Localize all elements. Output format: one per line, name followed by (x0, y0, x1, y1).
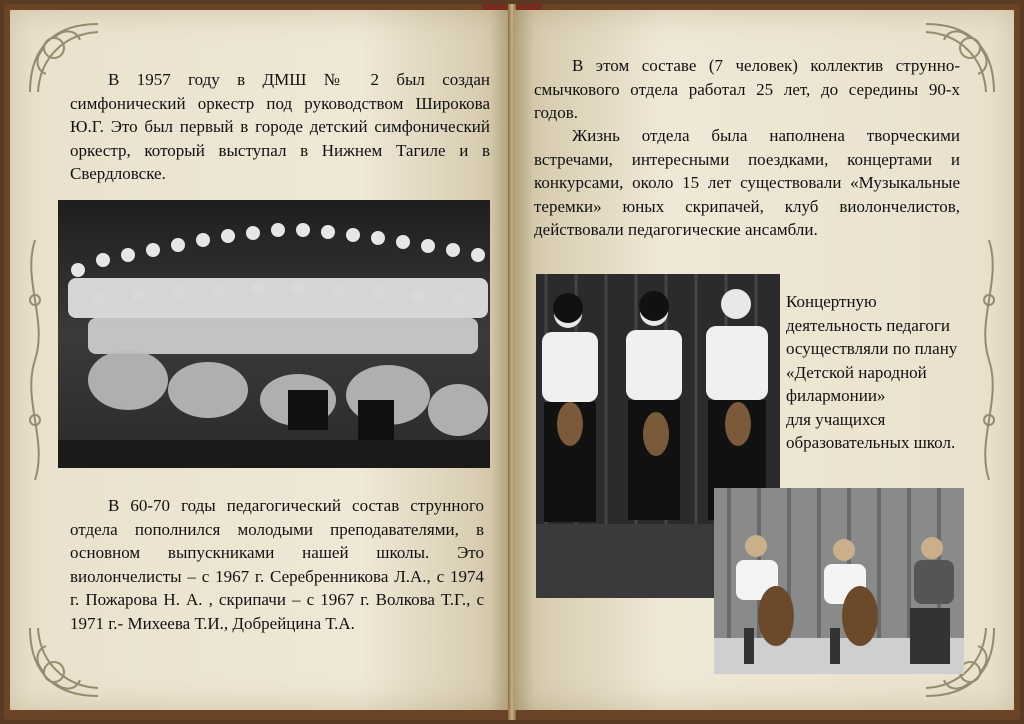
left-paragraph-1: В 1957 году в ДМШ № 2 был создан симфонический оркестр под руководством Широкова Ю.Г. Это был первый в городе детский симфонический оркестр, который выступал в Нижнем Тагиле и в Свердловске. (70, 70, 490, 183)
caption-line: деятельность педагоги (786, 315, 950, 335)
caption-line: Концертную (786, 292, 877, 311)
left-paragraph-2: В 60-70 годы педагогический состав струнного отдела пополнился молодыми преподавателями, в основном выпускниками нашей школы. Это виолончелисты – с 1967 г. Серебренникова Л.А., с 1974 г. Пожарова Н. А. , скрипачи – с 1967 г. Волкова Т.Г., с 1971 г.- Михеева Т.И., Добрейцина Т.А. (70, 496, 484, 633)
right-paragraph-2: Жизнь отдела была наполнена творческими встречами, интересными поездками, концертами и конкурсами, около 15 лет существовали «Музыкальные теремки» юных скрипачей, клуб виолончелистов, действовали педагогические ансамбли. (534, 126, 960, 239)
side-ornament-icon (20, 240, 50, 480)
caption-line: образовательных школ. (786, 433, 956, 452)
caption-line: осуществляли по плану (786, 339, 958, 358)
caption-line: «Детской народной (786, 362, 927, 382)
right-page (514, 10, 1014, 710)
caption-line: филармонии» (786, 386, 886, 405)
right-paragraph-1: В этом составе (7 человек) коллектив струнно-смычкового отдела работал 25 лет, до середины 90-х годов. (534, 56, 960, 122)
caption-line: для учащихся (786, 409, 886, 429)
concert-caption (786, 290, 996, 455)
left-page (10, 10, 510, 710)
cellists-photo (714, 488, 964, 674)
orchestra-photo (58, 200, 490, 468)
book (4, 4, 1020, 720)
